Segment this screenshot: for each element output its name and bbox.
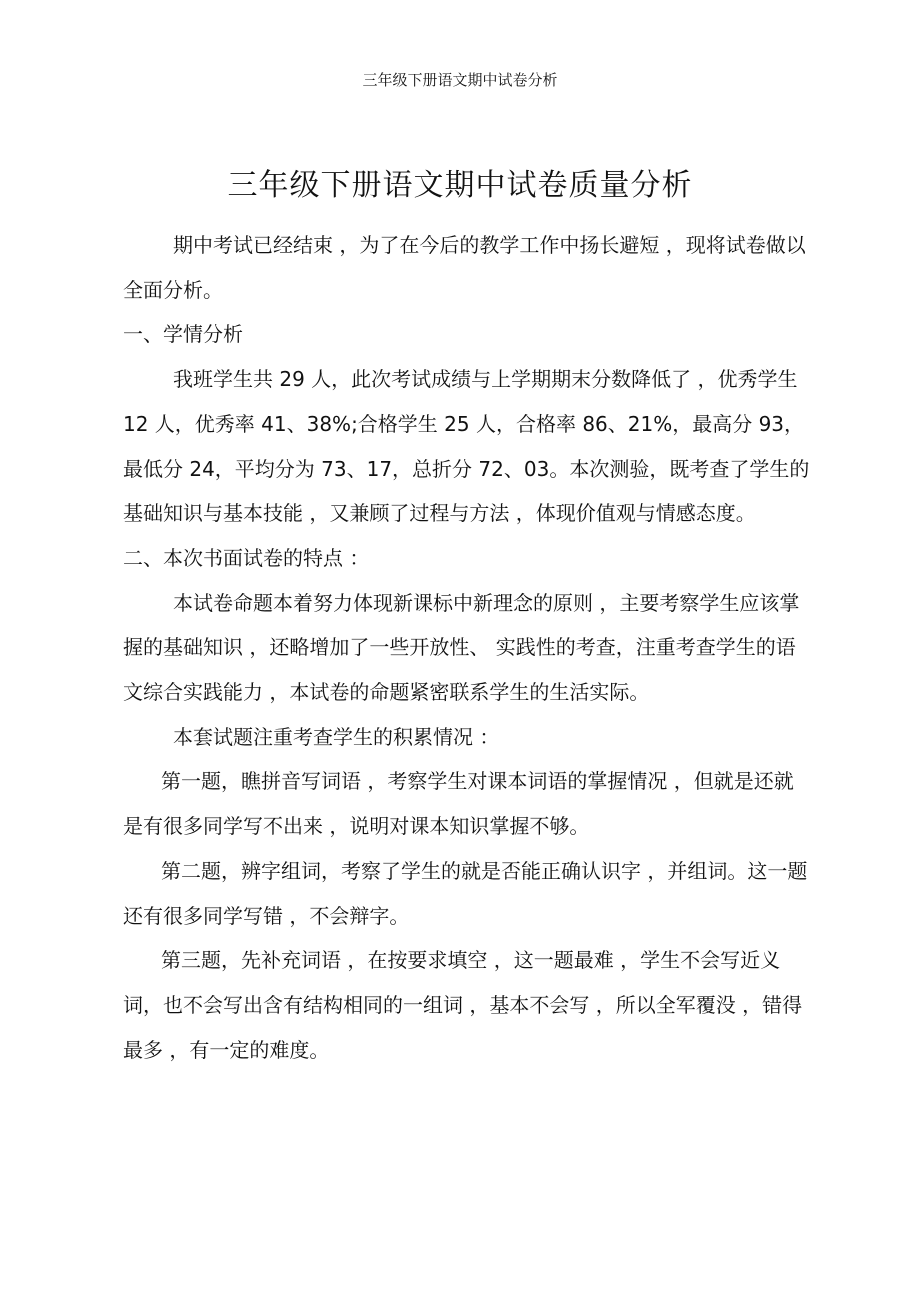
student-analysis-paragraph: 我班学生共 29 人，此次考试成绩与上学期期末分数降低了 ，优秀学生 12 人，优秀率 41、38%;合格学生 25 人，合格率 86、21%，最高分 93，最低分 24，平均分为 73、17，总折分 72、03。本次测验，既考查了学生的基础知识与基本技能 ，又兼顾了过程与方法 ，体现价值观与情感态度。	[123, 367, 810, 526]
question-three-paragraph: 第三题，先补充词语 ，在按要求填空 ，这一题最难 ，学生不会写近义词，也不会写出含有结构相同的一组词 ，基本不会写 ，所以全军覆没 ，错得最多 ，有一定的难度。	[123, 948, 803, 1062]
paper-features-paragraph: 本试卷命题本着努力体现新课标中新理念的原则 ，主要考察学生应该掌握的基础知识 ，还略增加了一些开放性、 实践性的考查，注重考查学生的语文综合实践能力 ，本试卷的命题紧密联系学生的生活实际。	[123, 590, 800, 705]
section-heading-student-analysis: 一、学情分析	[123, 322, 243, 347]
question-two-paragraph: 第二题，辨字组词，考察了学生的就是否能正确认识字 ，并组词。这一题还有很多同学写错 ，不会辩字。	[123, 858, 808, 928]
intro-paragraph: 期中考试已经结束 ，为了在今后的教学工作中扬长避短 ，现将试卷做以全面分析。	[123, 233, 806, 302]
running-header: 三年级下册语文期中试卷分析	[362, 71, 558, 89]
document-body	[123, 223, 813, 1072]
question-one-paragraph: 第一题，瞧拼音写词语 ，考察学生对课本词语的掌握情况 ，但就是还就是有很多同学写不出来 ，说明对课本知识掌握不够。	[123, 769, 794, 839]
section-heading-paper-features: 二、本次书面试卷的特点 ：	[123, 545, 370, 570]
document-title: 三年级下册语文期中试卷质量分析	[227, 168, 693, 203]
accumulation-intro-paragraph: 本套试题注重考查学生的积累情况 ：	[173, 724, 500, 749]
